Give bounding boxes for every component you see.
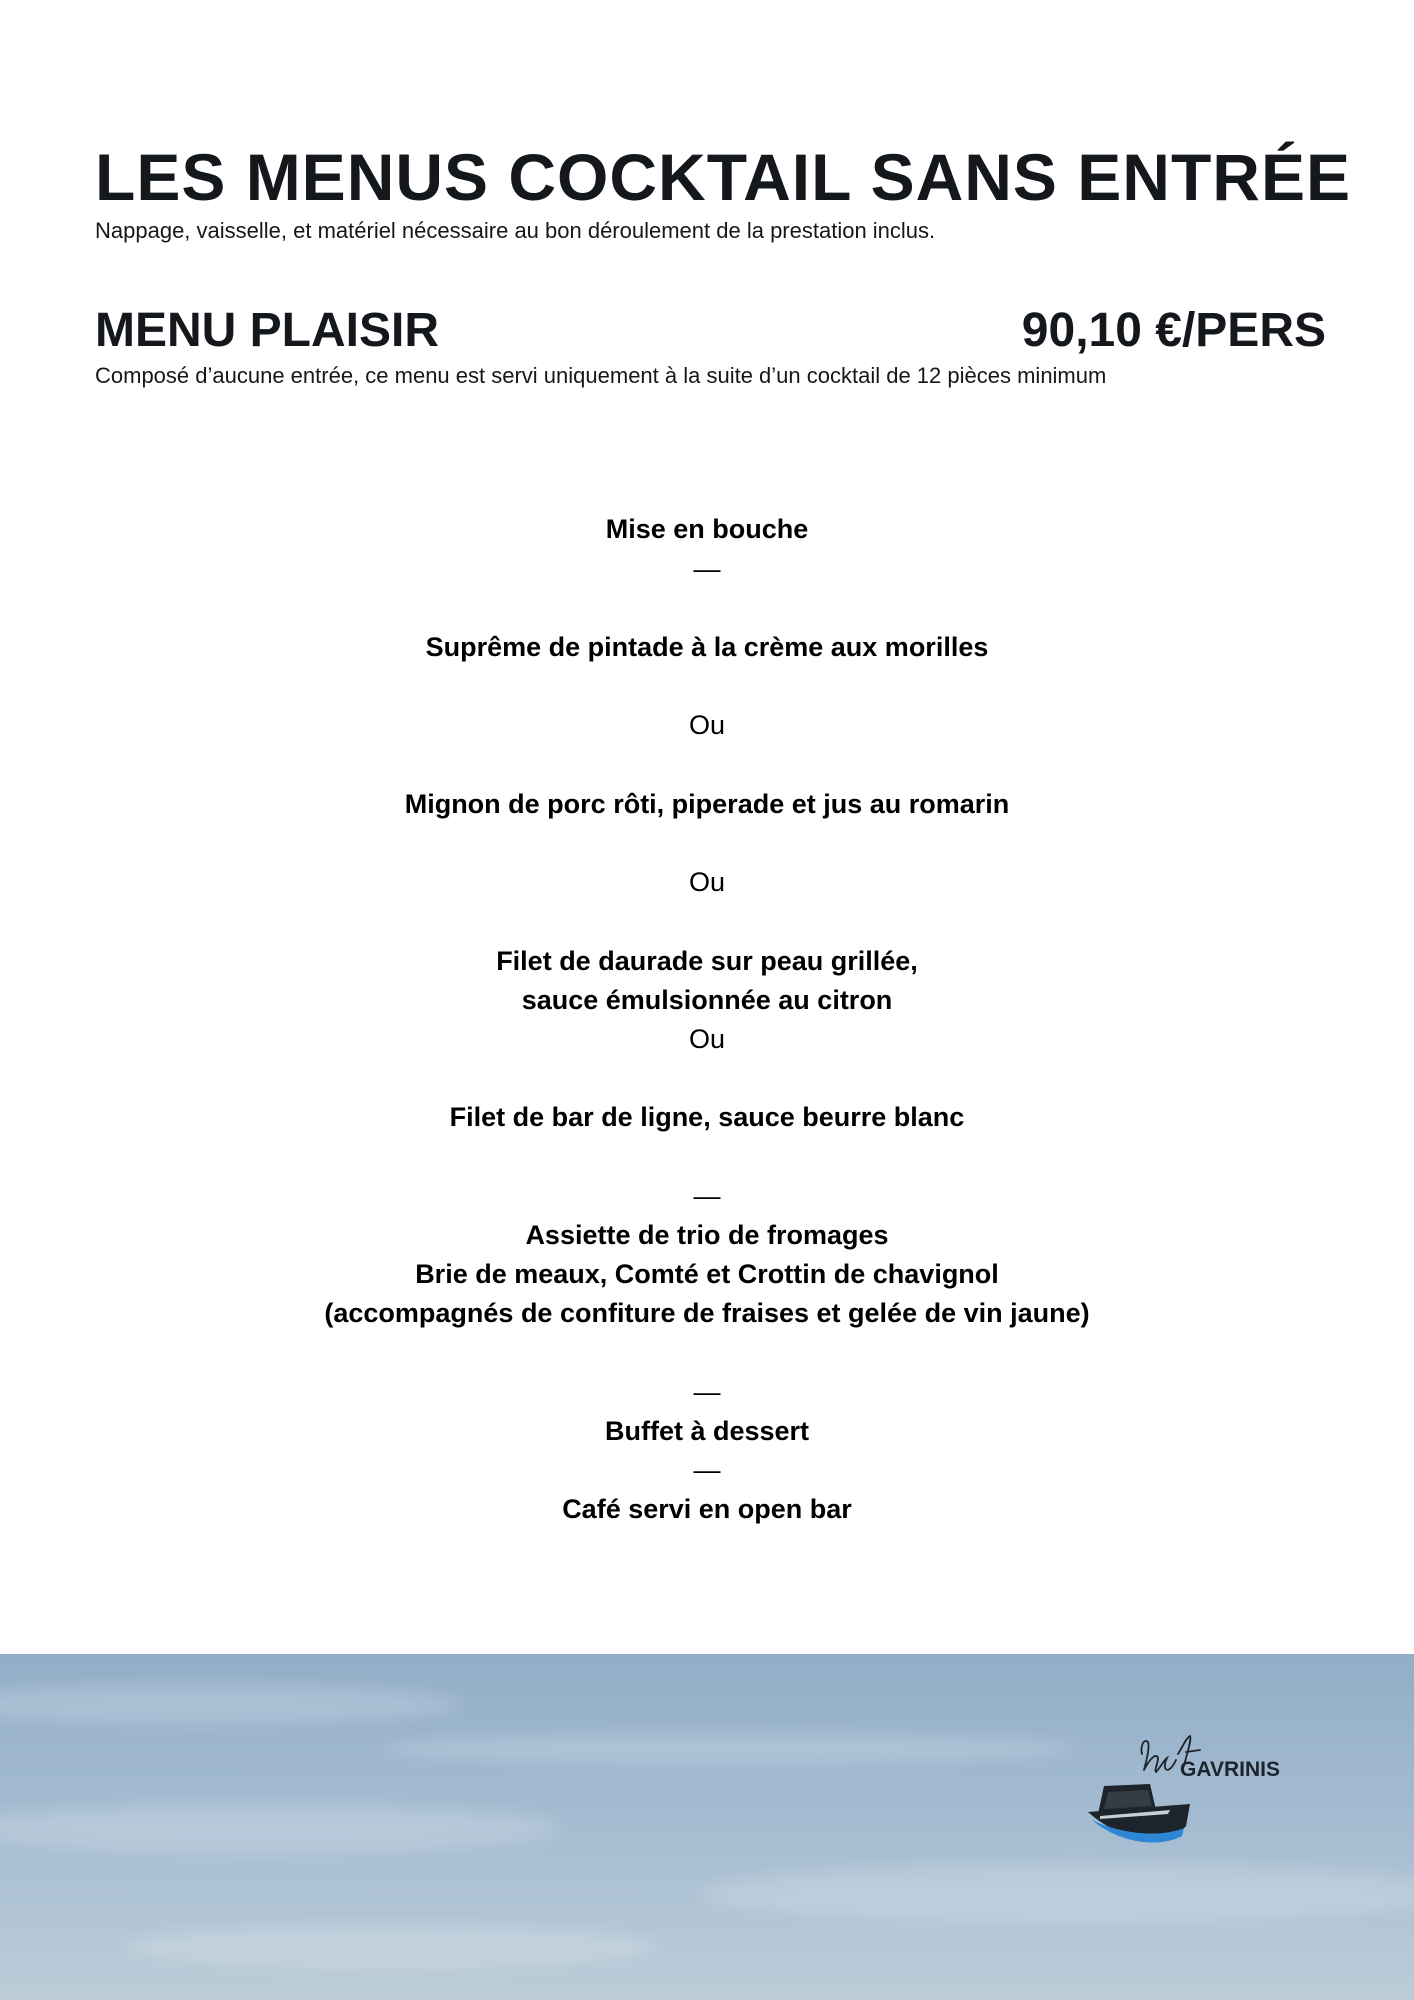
menu-item-main-3-line-2: sauce émulsionnée au citron (521, 985, 893, 1015)
menu-item-cheese-line-3: (accompagnés de confiture de fraises et gelée de vin jaune) (324, 1298, 1090, 1328)
menu-item-dessert: Buffet à dessert (604, 1416, 810, 1446)
menu-separator: — (693, 1377, 721, 1407)
page-title: LES MENUS COCKTAIL SANS ENTRÉE (95, 140, 1351, 214)
logo-name: GAVRINIS (1180, 1758, 1280, 1781)
menu-or: Ou (688, 710, 726, 740)
menu-item-cheese-line-1: Assiette de trio de fromages (525, 1220, 889, 1250)
menu-separator: — (693, 554, 721, 584)
menu-separator: — (693, 1181, 721, 1211)
menu-price: 90,10 €/PERS (1021, 304, 1326, 357)
menu-description: Composé d’aucune entrée, ce menu est servi uniquement à la suite d’un cocktail de 12 pièces minimum (95, 363, 1107, 388)
menu-item-main-1: Suprême de pintade à la crème aux morilles (425, 632, 989, 662)
menu-separator: — (693, 1455, 721, 1485)
menu-header (95, 303, 1326, 359)
yacht-gavrinis-logo (1070, 1708, 1290, 1858)
boat-icon (1088, 1784, 1190, 1843)
menu-or: Ou (688, 1024, 726, 1054)
menu-item-coffee: Café servi en open bar (562, 1494, 852, 1524)
menu-or: Ou (688, 867, 726, 897)
menu-item-main-2: Mignon de porc rôti, piperade et jus au romarin (404, 789, 1010, 819)
menu-item-main-4: Filet de bar de ligne, sauce beurre blanc (449, 1102, 965, 1132)
page-subtitle: Nappage, vaisselle, et matériel nécessaire au bon déroulement de la prestation inclus. (95, 218, 936, 243)
menu-name: MENU PLAISIR (95, 304, 440, 357)
menu-item-amuse: Mise en bouche (605, 514, 809, 544)
menu-item-cheese-line-2: Brie de meaux, Comté et Crottin de chavignol (415, 1259, 999, 1289)
menu-item-main-3-line-1: Filet de daurade sur peau grillée, (496, 946, 918, 976)
